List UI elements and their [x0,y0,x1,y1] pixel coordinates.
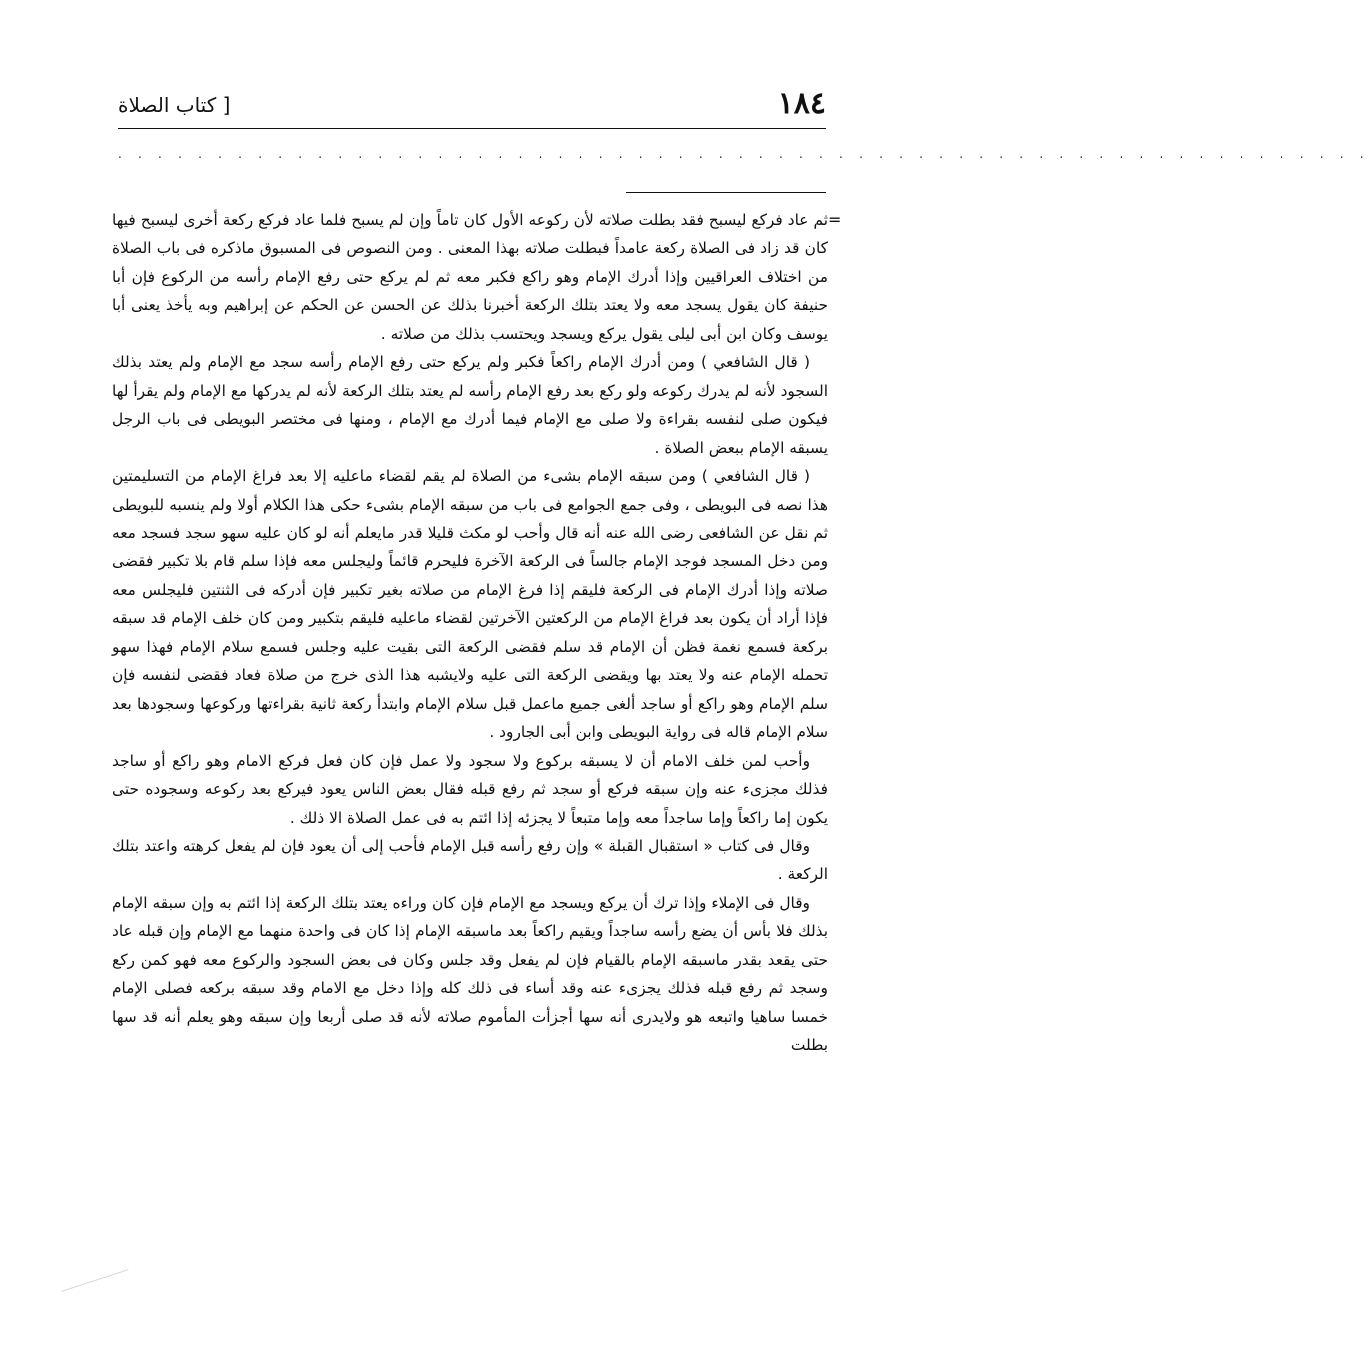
paragraph-imla: وقال فى الإملاء وإذا ترك أن يركع ويسجد مع الإمام فإن كان وراءه يعتد بتلك الركعة إذا ائتم به وإن سبقه الإمام بذلك فلا بأس أن يضع رأسه ساجداً ويقيم راكعاً بعد ماسبقه الإمام إذا كان فى واحدة منهما مع الإمام وإن قبله عاد حتى يقعد بقدر ماسبقه الإمام بالقيام فإن لم يفعل وقد جلس وكان فى بعض السجود والركوع معه فهو كمن ركع وسجد ثم رفع قبله فذلك يجزىء عنه وقد أساء فى ذلك كله وإذا دخل مع الامام وقد سبقه بركعه فصلى الإمام خمسا ساهيا واتبعه هو ولايدرى أنه سها أجزأت المأموم صلاته لأنه قد صلى أربعا وإن سبقه وهو يعلم أنه قد سها بطلت [112,893,828,1055]
dotted-separator: . . . . . . . . . . . . . . . . . . . . . . . . . . . . . . . . . . . . . . . . . . . . . . . . . . . . . . . . . . . . . . . [118,147,1370,161]
body-text [112,206,828,1060]
paragraph-follower: وأحب لمن خلف الامام أن لا يسبقه بركوع ولا سجود ولا عمل فإن كان فعل فركع الامام وهو راكع أو ساجد فذلك مجزىء عنه وإن سبقه فركع أو سجد ثم رفع قبله فقال بعض الناس يعود فيركع بعد ركوعه وسجوده حتى يكون إما راكعاً وإما ساجداً معه وإما متبعاً لا يجزئه إذا ائتم به فى عمل الصلاة الا ذلك . [112,751,828,827]
paragraph-shafii-1: ( قال الشافعي ) ومن أدرك الإمام راكعاً فكبر ولم يركع حتى رفع الإمام رأسه سجد مع الإمام ولم يعتد بذلك السجود لأنه لم يدرك ركوعه ولو ركع بعد رفع الإمام رأسه لم يعتد بتلك الركعة لأنه لم يدركها مع الإمام ولم يقرأ لها فيكون صلى لنفسه بقراءة ولا صلى مع الإمام فيما أدرك مع الإمام ، ومنها فى مختصر البويطى فى باب الرجل يسبقه الإمام ببعض الصلاة . [112,353,828,457]
header-rule [118,128,826,129]
page-header [118,86,826,126]
footnote-rule [626,192,826,193]
running-title: [ كتاب الصلاة [118,93,231,117]
scan-artifact [62,1269,129,1292]
paragraph-continued: ثم عاد فركع ليسبح فقد بطلت صلاته لأن ركوعه الأول كان تاماً وإن لم يسبح فلما عاد فركع ركعة أخرى ليسبح فيها كان قد زاد فى الصلاة ركعة عامداً فبطلت صلاته بهذا المعنى . ومن النصوص فى المسبوق ماذكره فى باب الصلاة من اختلاف العراقيين وإذا أدرك الإمام وهو راكع فكبر معه ثم لم يركع حتى رفع الإمام رأسه من الركوع فإن أبا حنيفة كان يقول يسجد معه ولا يعتد بتلك الركعة أخبرنا بذلك عن الحسن عن الحكم عن إبراهيم وبه يأخذ يعنى أبا يوسف وكان ابن أبى ليلى يقول يركع ويسجد ويحتسب بذلك من صلاته . [112,211,828,343]
paragraph-shafii-2: ( قال الشافعي ) ومن سبقه الإمام بشىء من الصلاة لم يقم لقضاء ماعليه إلا بعد فراغ الإمام من التسليمتين هذا نصه فى البويطى ، وفى جمع الجوامع فى باب من سبقه الإمام بشىء حكى هذا الكلام أولا ولم ينسبه للبويطى ثم نقل عن الشافعى رضى الله عنه أنه قال وأحب لو مكث قليلا قدر مايعلم أنه لو كان عليه سهو سجد فسجد معه ومن دخل المسجد فوجد الإمام جالساً فى الركعة الآخرة فليحرم قائماً وليجلس معه فإذا سلم قام بلا تكبير فقضى صلاته وإذا أدرك الإمام فى الركعة فليقم إذا فرغ الإمام من صلاته بغير تكبير فإن أدركه فى الثنتين فليجلس معه فإذا أراد أن يكون بعد فراغ الإمام من الركعتين الآخرتين لقضاء ماعليه فليقم بتكبير ومن كان خلف الإمام قد سبقه بركعة فسمع نغمة فظن أن الإمام قد سلم فقضى الركعة التى بقيت عليه وجلس فسمع سلام الإمام فهذا سهو تحمله الإمام عنه ولا يعتد بها ويقضى الركعة التى عليه ولايشبه هذا الذى خرج من صلاة فعاد فقضى لنفسه فإن سلم الإمام وهو راكع أو ساجد ألغى جميع ماعمل قبل سلام الإمام وابتدأ ركعة ثانية بقراءتها وركوعها وسجودها بعد سلام الإمام قاله فى رواية البويطى وابن أبى الجارود . [112,467,828,742]
page-number: ١٨٤ [777,86,826,121]
paragraph-qibla: وقال فى كتاب « استقبال القبلة » وإن رفع رأسه قبل الإمام فأحب إلى أن يعود فإن لم يفعل كرهته واعتد بتلك الركعة . [112,836,828,884]
continuation-mark: = [828,210,842,229]
